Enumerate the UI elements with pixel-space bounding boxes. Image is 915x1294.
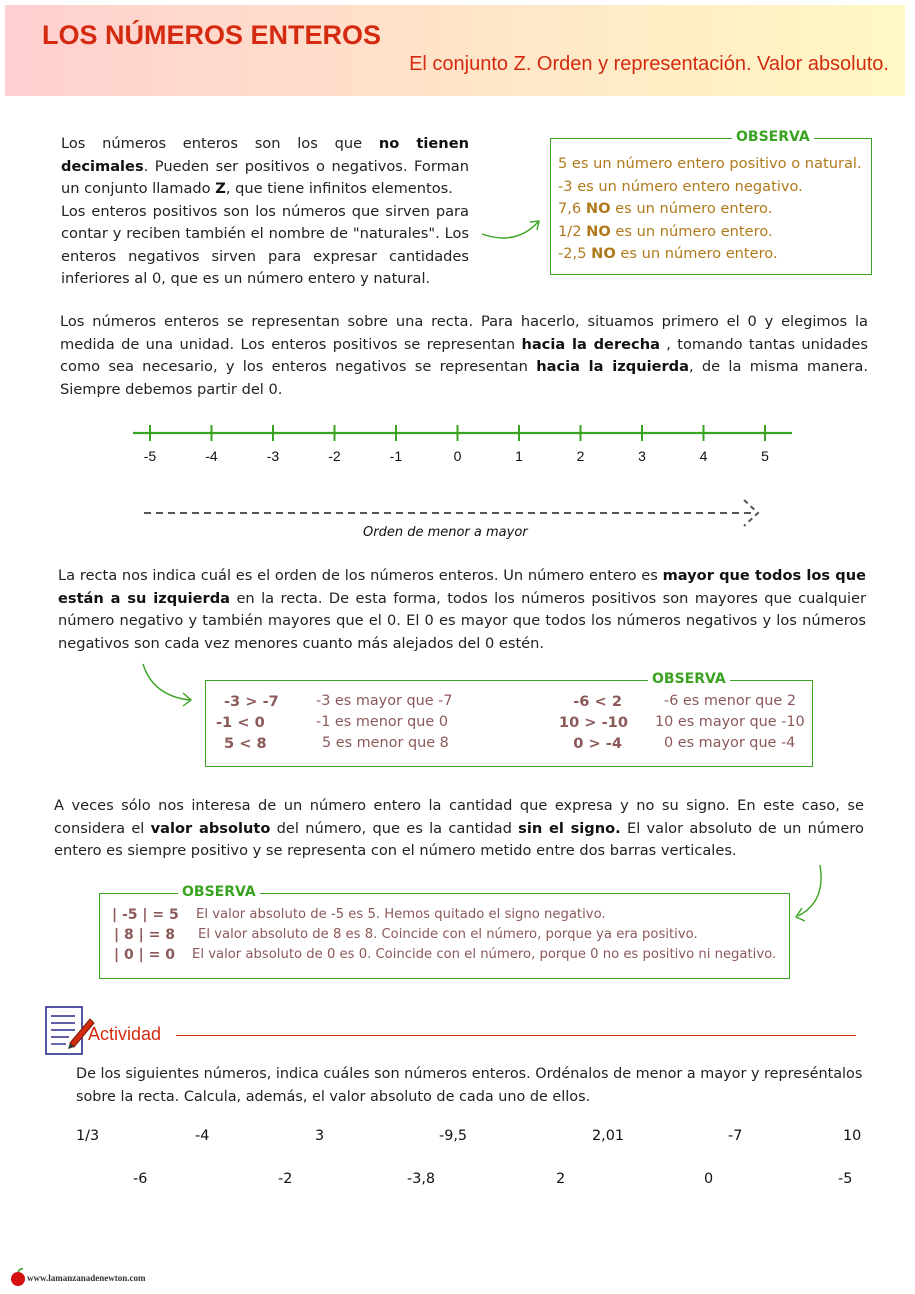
absolute-value-row [100,927,789,947]
intro-text [61,133,469,291]
representation-paragraph: Los números enteros se representan sobre una recta. Para hacerlo, situamos primero el 0 y elegimos la medida de una unidad. Los enteros positivos se representan hacia la derecha , tomando tantas unidades como sea necesario, y los enteros negativos se representan hacia la izquierda, de la misma manera. Siempre debemos partir del 0. [60,313,869,398]
comparison-row [206,735,812,756]
comparison-text: 5 es menor que 8 [322,735,449,751]
observa-line: -2,5 NO es un número entero. [558,245,778,263]
observa-box-1 [550,129,872,275]
absolute-value-explanation: El valor absoluto de 0 es 0. Coincide con el número, porque 0 no es positivo ni negativo. [192,947,777,962]
order-paragraph: La recta nos indica cuál es el orden de los números enteros. Un número entero es mayor que todos los que están a su izquierda en la recta. De esta forma, todos los números positivos son mayores que cualquier número negativo y también mayores que el 0. El 0 es mayor que todos los números negativos y los números negativos son cada vez menores cuanto más alejados del 0 estén. [58,567,866,652]
comparison-row [206,693,812,714]
page-title: LOS NÚMEROS ENTEROS [42,20,382,50]
order-text [58,565,866,655]
absolute-value-row [100,907,789,927]
absolute-value-expression: | 0 | = 0 [114,947,175,963]
comparison-expression: -6 < 2 [573,693,622,710]
curved-arrow-icon [138,660,200,710]
comparison-expression: -3 > -7 [224,693,279,710]
comparison-expression: 10 > -10 [558,714,628,731]
tick-label: 4 [699,448,708,464]
activity-number: 0 [704,1171,714,1187]
comparison-row [206,714,812,735]
observa-line: 5 es un número entero positivo o natural. [558,155,862,172]
comparison-expression: 5 < 8 [224,735,267,752]
observa-line: 1/2 NO es un número entero. [558,222,773,240]
comparison-text: -1 es menor que 0 [316,714,448,730]
activity-instructions: De los siguientes números, indica cuáles son números enteros. Ordénalos de menor a mayor y represéntalos sobre la recta. Calcula, además, el valor absoluto de cada uno de ellos. [76,1066,863,1105]
tick-label: -1 [389,448,403,464]
comparison-expression: -1 < 0 [216,714,265,731]
observa-label: OBSERVA [178,884,260,900]
observa-line: -3 es un número entero negativo. [558,177,803,195]
comparison-text: 0 es mayor que -4 [664,735,796,751]
observa-box-3 [99,884,790,979]
absolute-value-row [100,947,789,967]
observa-label: OBSERVA [648,671,730,687]
observa-label: OBSERVA [732,129,814,145]
absolute-value-text [54,795,864,863]
tick-label: 1 [515,448,523,464]
representation-text [60,311,868,401]
absolute-value-paragraph: A veces sólo nos interesa de un número entero la cantidad que expresa y no su signo. En este caso, se considera el valor absoluto del número, que es la cantidad sin el signo. El valor absoluto de un número entero es siempre positivo y se representa con el número metido entre dos barras verticales. [54,797,864,859]
activity-title: Actividad [88,1024,162,1044]
activity-number: 1/3 [76,1128,100,1144]
curved-arrow-icon [478,212,548,246]
activity-divider [176,1035,856,1036]
activity-number: 2,01 [592,1128,625,1144]
tick-label: 3 [638,448,646,464]
tick-label: -4 [205,448,218,464]
activity-number: 3 [315,1128,325,1144]
number-line [0,420,915,450]
order-caption: Orden de menor a mayor [363,525,528,540]
activity-number: -5 [838,1171,853,1187]
tick-label: -3 [266,448,280,464]
footer-site: www.lamanzanadenewton.com [27,1273,146,1283]
intro-paragraph-2: Los enteros positivos son los números que sirven para contar y reciben también el nombre de "naturales". Los enteros negativos sirven para expresar cantidades inferiores al 0, que es un número entero y natural. [61,202,469,287]
absolute-value-explanation: El valor absoluto de -5 es 5. Hemos quitado el signo negativo. [196,907,606,922]
observa-line: 7,6 NO es un número entero. [558,200,773,218]
activity-number: -6 [133,1171,148,1187]
observa-box-2 [205,671,813,767]
tick-label: 5 [761,448,769,464]
comparison-text: -3 es mayor que -7 [316,693,453,709]
absolute-value-expression: | 8 | = 8 [114,927,175,943]
tick-label: 2 [576,448,585,464]
intro-paragraph-1: Los números enteros son los que no tienen decimales. Pueden ser positivos o negativos. Forman un conjunto llamado Z, que tiene infinitos elementos. [61,135,469,197]
activity-number: -4 [195,1128,210,1144]
tick-label: -5 [143,448,157,464]
activity-number: -9,5 [439,1128,468,1144]
absolute-value-expression: | -5 | = 5 [112,907,179,923]
activity-number: -3,8 [407,1171,436,1187]
activity-number: -2 [278,1171,293,1187]
comparison-text: 10 es mayor que -10 [655,714,805,730]
curved-arrow-icon [790,862,830,924]
tick-label: 0 [453,448,462,464]
comparison-text: -6 es menor que 2 [664,693,796,709]
activity-number: -7 [728,1128,743,1144]
tick-label: -2 [328,448,341,464]
apple-logo-icon [9,1267,27,1287]
activity-number: 2 [556,1171,566,1187]
activity-number: 10 [843,1128,862,1144]
absolute-value-explanation: El valor absoluto de 8 es 8. Coincide con el número, porque ya era positivo. [198,927,698,942]
comparison-expression: 0 > -4 [573,735,622,752]
page-subtitle: El conjunto Z. Orden y representación. Valor absoluto. [409,53,889,75]
